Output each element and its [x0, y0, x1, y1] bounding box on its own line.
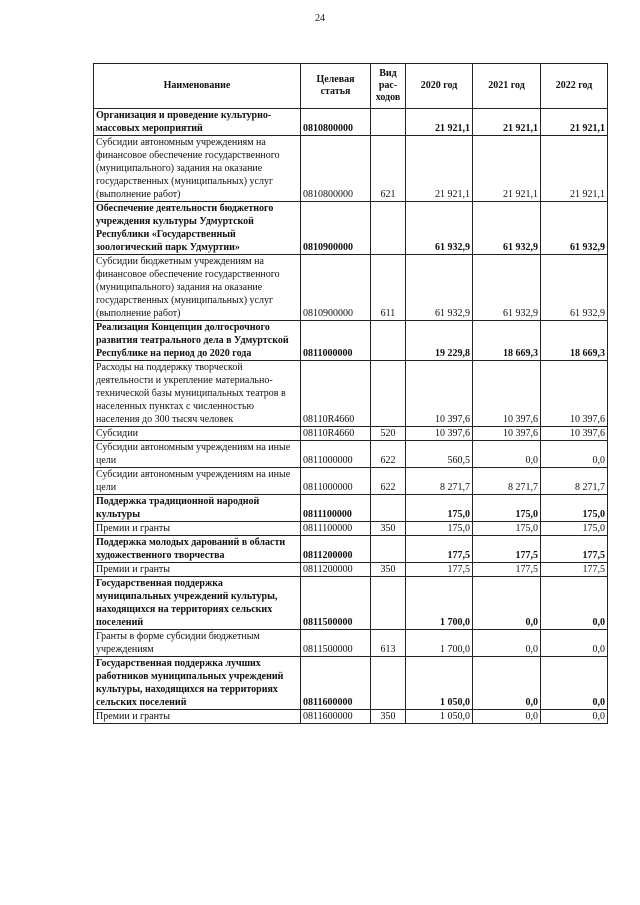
row-code: 08110R4660: [301, 361, 371, 427]
row-code: 0810900000: [301, 202, 371, 255]
header-2021: 2021 год: [473, 64, 541, 109]
row-name: Реализация Концепции долгосрочного развития театрального дела в Удмуртской Республике на период до 2020 года: [94, 321, 301, 361]
row-code: 0811000000: [301, 321, 371, 361]
row-2021-value: 175,0: [473, 495, 541, 522]
row-kind: [371, 109, 406, 136]
row-name: Субсидии бюджетным учреждениям на финансовое обеспечение государственного (муниципального) задания на оказание государственных (муниципальных) услуг (выполнение работ): [94, 255, 301, 321]
row-2021-value: 8 271,7: [473, 468, 541, 495]
row-name: Поддержка молодых дарований в области художественного творчества: [94, 536, 301, 563]
row-name: Гранты в форме субсидии бюджетным учреждениям: [94, 630, 301, 657]
row-2022-value: 10 397,6: [541, 427, 608, 441]
row-2022-value: 8 271,7: [541, 468, 608, 495]
row-2020-value: 61 932,9: [406, 255, 473, 321]
table-row: [94, 109, 608, 136]
row-2022-value: 0,0: [541, 577, 608, 630]
row-name: Расходы на поддержку творческой деятельности и укрепление материально-технической базы муниципальных театров в населенных пунктах с численностью населения до 300 тысяч человек: [94, 361, 301, 427]
row-2021-value: 18 669,3: [473, 321, 541, 361]
row-2020-value: 61 932,9: [406, 202, 473, 255]
table-header-row: [94, 64, 608, 109]
row-kind: [371, 577, 406, 630]
table-row: [94, 657, 608, 710]
row-2020-value: 19 229,8: [406, 321, 473, 361]
row-2020-value: 1 700,0: [406, 577, 473, 630]
header-kind: Вид рас-ходов: [371, 64, 406, 109]
row-name: Субсидии автономным учреждениям на финансовое обеспечение государственного (муниципального) задания на оказание государственных (муниципальных) услуг (выполнение работ): [94, 136, 301, 202]
row-name: Премии и гранты: [94, 563, 301, 577]
table-row: [94, 321, 608, 361]
table-row: [94, 495, 608, 522]
row-name: Премии и гранты: [94, 522, 301, 536]
table-row: [94, 630, 608, 657]
row-2022-value: 61 932,9: [541, 255, 608, 321]
table-row: [94, 577, 608, 630]
row-name: Государственная поддержка муниципальных учреждений культуры, находящихся на территориях сельских поселений: [94, 577, 301, 630]
row-2020-value: 177,5: [406, 563, 473, 577]
header-2020: 2020 год: [406, 64, 473, 109]
row-2022-value: 0,0: [541, 630, 608, 657]
table-row: [94, 563, 608, 577]
row-2021-value: 61 932,9: [473, 255, 541, 321]
row-kind: 611: [371, 255, 406, 321]
row-code: 0811100000: [301, 522, 371, 536]
table-row: [94, 441, 608, 468]
header-2022: 2022 год: [541, 64, 608, 109]
row-2020-value: 175,0: [406, 522, 473, 536]
row-code: 0811500000: [301, 630, 371, 657]
row-2020-value: 1 700,0: [406, 630, 473, 657]
row-2022-value: 177,5: [541, 563, 608, 577]
row-2022-value: 21 921,1: [541, 109, 608, 136]
row-name: Обеспечение деятельности бюджетного учреждения культуры Удмуртской Республики «Государственный зоологический парк Удмуртии»: [94, 202, 301, 255]
row-name: Субсидии автономным учреждениям на иные цели: [94, 468, 301, 495]
row-2021-value: 0,0: [473, 577, 541, 630]
row-code: 0810900000: [301, 255, 371, 321]
row-kind: 520: [371, 427, 406, 441]
row-kind: 622: [371, 441, 406, 468]
row-2020-value: 1 050,0: [406, 657, 473, 710]
row-kind: 350: [371, 563, 406, 577]
table-row: [94, 536, 608, 563]
row-2020-value: 177,5: [406, 536, 473, 563]
row-2020-value: 8 271,7: [406, 468, 473, 495]
row-kind: 350: [371, 710, 406, 724]
row-code: 0811200000: [301, 536, 371, 563]
row-code: 08110R4660: [301, 427, 371, 441]
row-2021-value: 177,5: [473, 536, 541, 563]
row-name: Организация и проведение культурно-массовых мероприятий: [94, 109, 301, 136]
row-2022-value: 0,0: [541, 657, 608, 710]
row-name: Государственная поддержка лучших работников муниципальных учреждений культуры, находящихся на территориях сельских поселений: [94, 657, 301, 710]
row-2020-value: 560,5: [406, 441, 473, 468]
row-2021-value: 175,0: [473, 522, 541, 536]
row-code: 0810800000: [301, 136, 371, 202]
row-2022-value: 10 397,6: [541, 361, 608, 427]
header-code: Целевая статья: [301, 64, 371, 109]
row-2020-value: 175,0: [406, 495, 473, 522]
row-2022-value: 18 669,3: [541, 321, 608, 361]
row-kind: [371, 657, 406, 710]
row-2022-value: 61 932,9: [541, 202, 608, 255]
row-code: 0811000000: [301, 468, 371, 495]
row-kind: [371, 202, 406, 255]
row-2021-value: 10 397,6: [473, 427, 541, 441]
row-2021-value: 0,0: [473, 657, 541, 710]
row-2020-value: 21 921,1: [406, 136, 473, 202]
row-code: 0811500000: [301, 577, 371, 630]
row-2022-value: 177,5: [541, 536, 608, 563]
row-code: 0811600000: [301, 710, 371, 724]
table-row: [94, 522, 608, 536]
row-code: 0811100000: [301, 495, 371, 522]
row-2020-value: 1 050,0: [406, 710, 473, 724]
row-2022-value: 175,0: [541, 522, 608, 536]
row-kind: [371, 536, 406, 563]
row-2021-value: 10 397,6: [473, 361, 541, 427]
row-2021-value: 0,0: [473, 710, 541, 724]
row-name: Поддержка традиционной народной культуры: [94, 495, 301, 522]
table-row: [94, 427, 608, 441]
row-2022-value: 0,0: [541, 441, 608, 468]
row-2021-value: 21 921,1: [473, 109, 541, 136]
header-name: Наименование: [94, 64, 301, 109]
table-body: [94, 109, 608, 724]
row-2021-value: 0,0: [473, 441, 541, 468]
row-2021-value: 21 921,1: [473, 136, 541, 202]
row-name: Субсидии автономным учреждениям на иные цели: [94, 441, 301, 468]
row-name: Субсидии: [94, 427, 301, 441]
row-kind: 621: [371, 136, 406, 202]
table-row: [94, 361, 608, 427]
table-row: [94, 710, 608, 724]
row-2021-value: 0,0: [473, 630, 541, 657]
row-2020-value: 21 921,1: [406, 109, 473, 136]
row-kind: [371, 495, 406, 522]
row-2022-value: 0,0: [541, 710, 608, 724]
row-kind: 622: [371, 468, 406, 495]
table-row: [94, 202, 608, 255]
row-2021-value: 61 932,9: [473, 202, 541, 255]
row-code: 0811200000: [301, 563, 371, 577]
row-kind: [371, 361, 406, 427]
row-2021-value: 177,5: [473, 563, 541, 577]
row-code: 0811600000: [301, 657, 371, 710]
table-row: [94, 468, 608, 495]
row-2022-value: 21 921,1: [541, 136, 608, 202]
row-kind: 613: [371, 630, 406, 657]
row-code: 0811000000: [301, 441, 371, 468]
row-2020-value: 10 397,6: [406, 427, 473, 441]
row-kind: [371, 321, 406, 361]
page-number: 24: [315, 13, 325, 24]
row-2022-value: 175,0: [541, 495, 608, 522]
table-row: [94, 136, 608, 202]
table-row: [94, 255, 608, 321]
budget-table: [93, 63, 608, 724]
row-name: Премии и гранты: [94, 710, 301, 724]
row-kind: 350: [371, 522, 406, 536]
row-code: 0810800000: [301, 109, 371, 136]
row-2020-value: 10 397,6: [406, 361, 473, 427]
